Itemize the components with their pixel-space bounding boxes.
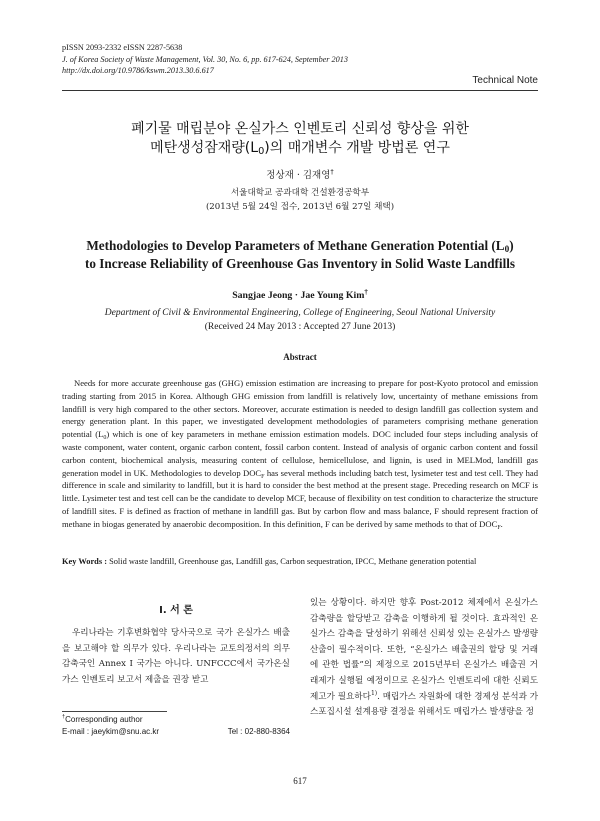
subscript: 0: [504, 244, 510, 254]
footnote-corresponding: [62, 714, 290, 726]
footnote-label: Corresponding author: [65, 715, 143, 724]
subscript: 0: [258, 146, 265, 157]
korean-title: [0, 120, 600, 158]
keywords: [62, 557, 538, 566]
body-text: 있는 상황이다. 하지만 향후 Post-2012 체제에서 온실가스 감축량을 할당받고 감축을 이행하게 될 것이다. 효과적인 온실가스 감축을 달성하기 위해선 신뢰성 있는 온실가스 발생량 산출이 필수적이다. 또한, “온실가스 배출권의 할당 및 거래에 관한 법률”의 제정으로 2015년부터 온실가스 배출권 거래제가 실행될 예정이므로 온실가스 인벤토리에 대한 신뢰도 제고가 필요하다: [310, 598, 538, 702]
abstract-text: ) which is one of key parameters in methane emission estimation models. DOC included four steps including analysis of waste component, water content, organic carbon content, fossil carbon content. Instead of analysis of organic carbon content and fossil carbon content, biochemical analysis, measuring content of cellulose, hemicellulose, and lignin, is used in MELMod, landfill gas generation model in UK. Methodologies to develop DOC: [62, 429, 538, 478]
keywords-list: Solid waste landfill, Greenhouse gas, Landfill gas, Carbon sequestration, IPCC, Methane generation potential: [106, 557, 477, 566]
english-author-names: Sangjae Jeong · Jae Young Kim: [232, 290, 365, 301]
korean-received-date: (2013년 5월 24일 접수, 2013년 6월 27일 채택): [205, 202, 395, 212]
corresponding-mark: †: [364, 289, 368, 296]
doi-link[interactable]: http://dx.doi.org/10.9786/kswm.2013.30.6.617: [62, 66, 214, 75]
article-type-label: Technical Note: [472, 75, 538, 86]
abstract-body: [62, 377, 538, 531]
abstract-text: .: [500, 518, 503, 529]
subscript: F: [497, 524, 501, 531]
english-title-line1: [0, 237, 600, 255]
subscript: 0: [103, 435, 107, 442]
korean-title-line2: [0, 139, 600, 158]
journal-citation: J. of Korea Society of Waste Management, Vol. 30, No. 6, pp. 617-624, September 2013: [62, 54, 348, 64]
abstract-text: has several methods including batch test, lysimeter test and test cell. They had difference in scale and similarity to landfill, but it is hard to consider the best method at the present stage. Preceding research on MCF is little. Lysimeter test and test cell can be the candidate to develop MCF, because of flexibility on test condition to characterize the structure of landfill sites. F is defined as fraction of methane in landfill gas. But by carbon flow and mass balance, F should represent fraction of methane in biogas generated by anaerobic decomposition. In this definition, F can be derived by same methods to that of DOC: [62, 467, 539, 529]
english-affiliation-block: [0, 306, 600, 334]
korean-author-names: 정상재 · 김재영: [266, 170, 331, 181]
footnote-rule: [62, 711, 167, 712]
corresponding-mark: †: [330, 168, 334, 176]
korean-title-line1: 폐기물 매립분야 온실가스 인벤토리 신뢰성 향상을 위한: [131, 121, 469, 137]
issn-line: pISSN 2093-2332 eISSN 2287-5638: [62, 43, 183, 52]
corresponding-mark: †: [62, 714, 66, 720]
korean-affiliation: 서울대학교 공과대학 건설환경공학부: [230, 188, 370, 198]
keywords-label: Key Words :: [62, 557, 107, 566]
english-title: [0, 237, 600, 273]
english-title-text: Methodologies to Develop Parameters of Methane Generation Potential (L: [86, 238, 505, 253]
journal-header: [62, 42, 348, 77]
korean-affiliation-block: [0, 186, 600, 214]
footnote: [62, 714, 290, 737]
abstract-text: Needs for more accurate greenhouse gas (GHG) emission estimation are increasing to prepare for post-Kyoto protocol and emission trading starting from 2015 in Korea. Although GHG emission from landfill is relatively low, uncertainty of methane emissions from landfill is very high compared to the other sectors. Moreover, accurate estimation is needed to design landfill gas collection system and energy generation plant. In this paper, we investigated development methodologies of parameters comprising methane generation potential (L: [62, 378, 538, 440]
english-title-line2: to Increase Reliability of Greenhouse Gas Inventory in Solid Waste Landfills: [84, 256, 516, 271]
subscript: F: [261, 473, 265, 480]
korean-authors: [0, 167, 600, 181]
korean-title-text: )의 매개변수 개발 방법론 연구: [264, 140, 450, 156]
korean-title-text: 메탄생성잠재량(L: [150, 140, 259, 156]
page-number: 617: [293, 776, 307, 786]
header-rule: [62, 90, 538, 91]
english-authors: [0, 290, 600, 301]
english-received-date: (Received 24 May 2013 : Accepted 27 June 2013): [204, 322, 396, 332]
body-text: . 매립가스 자원화에 대한 경제성 분석과 가스포집시설 설계용량 결정을 위해서도 매립가스 발생량을 정: [310, 691, 539, 718]
reference-mark[interactable]: 1): [370, 689, 378, 697]
english-affiliation: Department of Civil & Environmental Engineering, College of Engineering, Seoul National University: [104, 308, 496, 318]
footnote-email[interactable]: E-mail : jaeykim@snu.ac.kr: [62, 726, 160, 736]
abstract-heading: Abstract: [283, 352, 317, 362]
english-title-text: ): [509, 238, 514, 253]
section-heading-introduction: I. 서 론: [159, 605, 193, 616]
right-column-text: [310, 596, 538, 721]
left-column-text: 우리나라는 기후변화협약 당사국으로 국가 온실가스 배출을 보고해야 할 의무가 있다. 우리나라는 교토의정서의 의무감축국인 Annex I 국가는 아니다. UNFCCC에서 국가온실가스 인벤토리 보고서 제출을 권장 받고: [62, 628, 290, 685]
footnote-tel: Tel : 02-880-8364: [227, 726, 290, 736]
